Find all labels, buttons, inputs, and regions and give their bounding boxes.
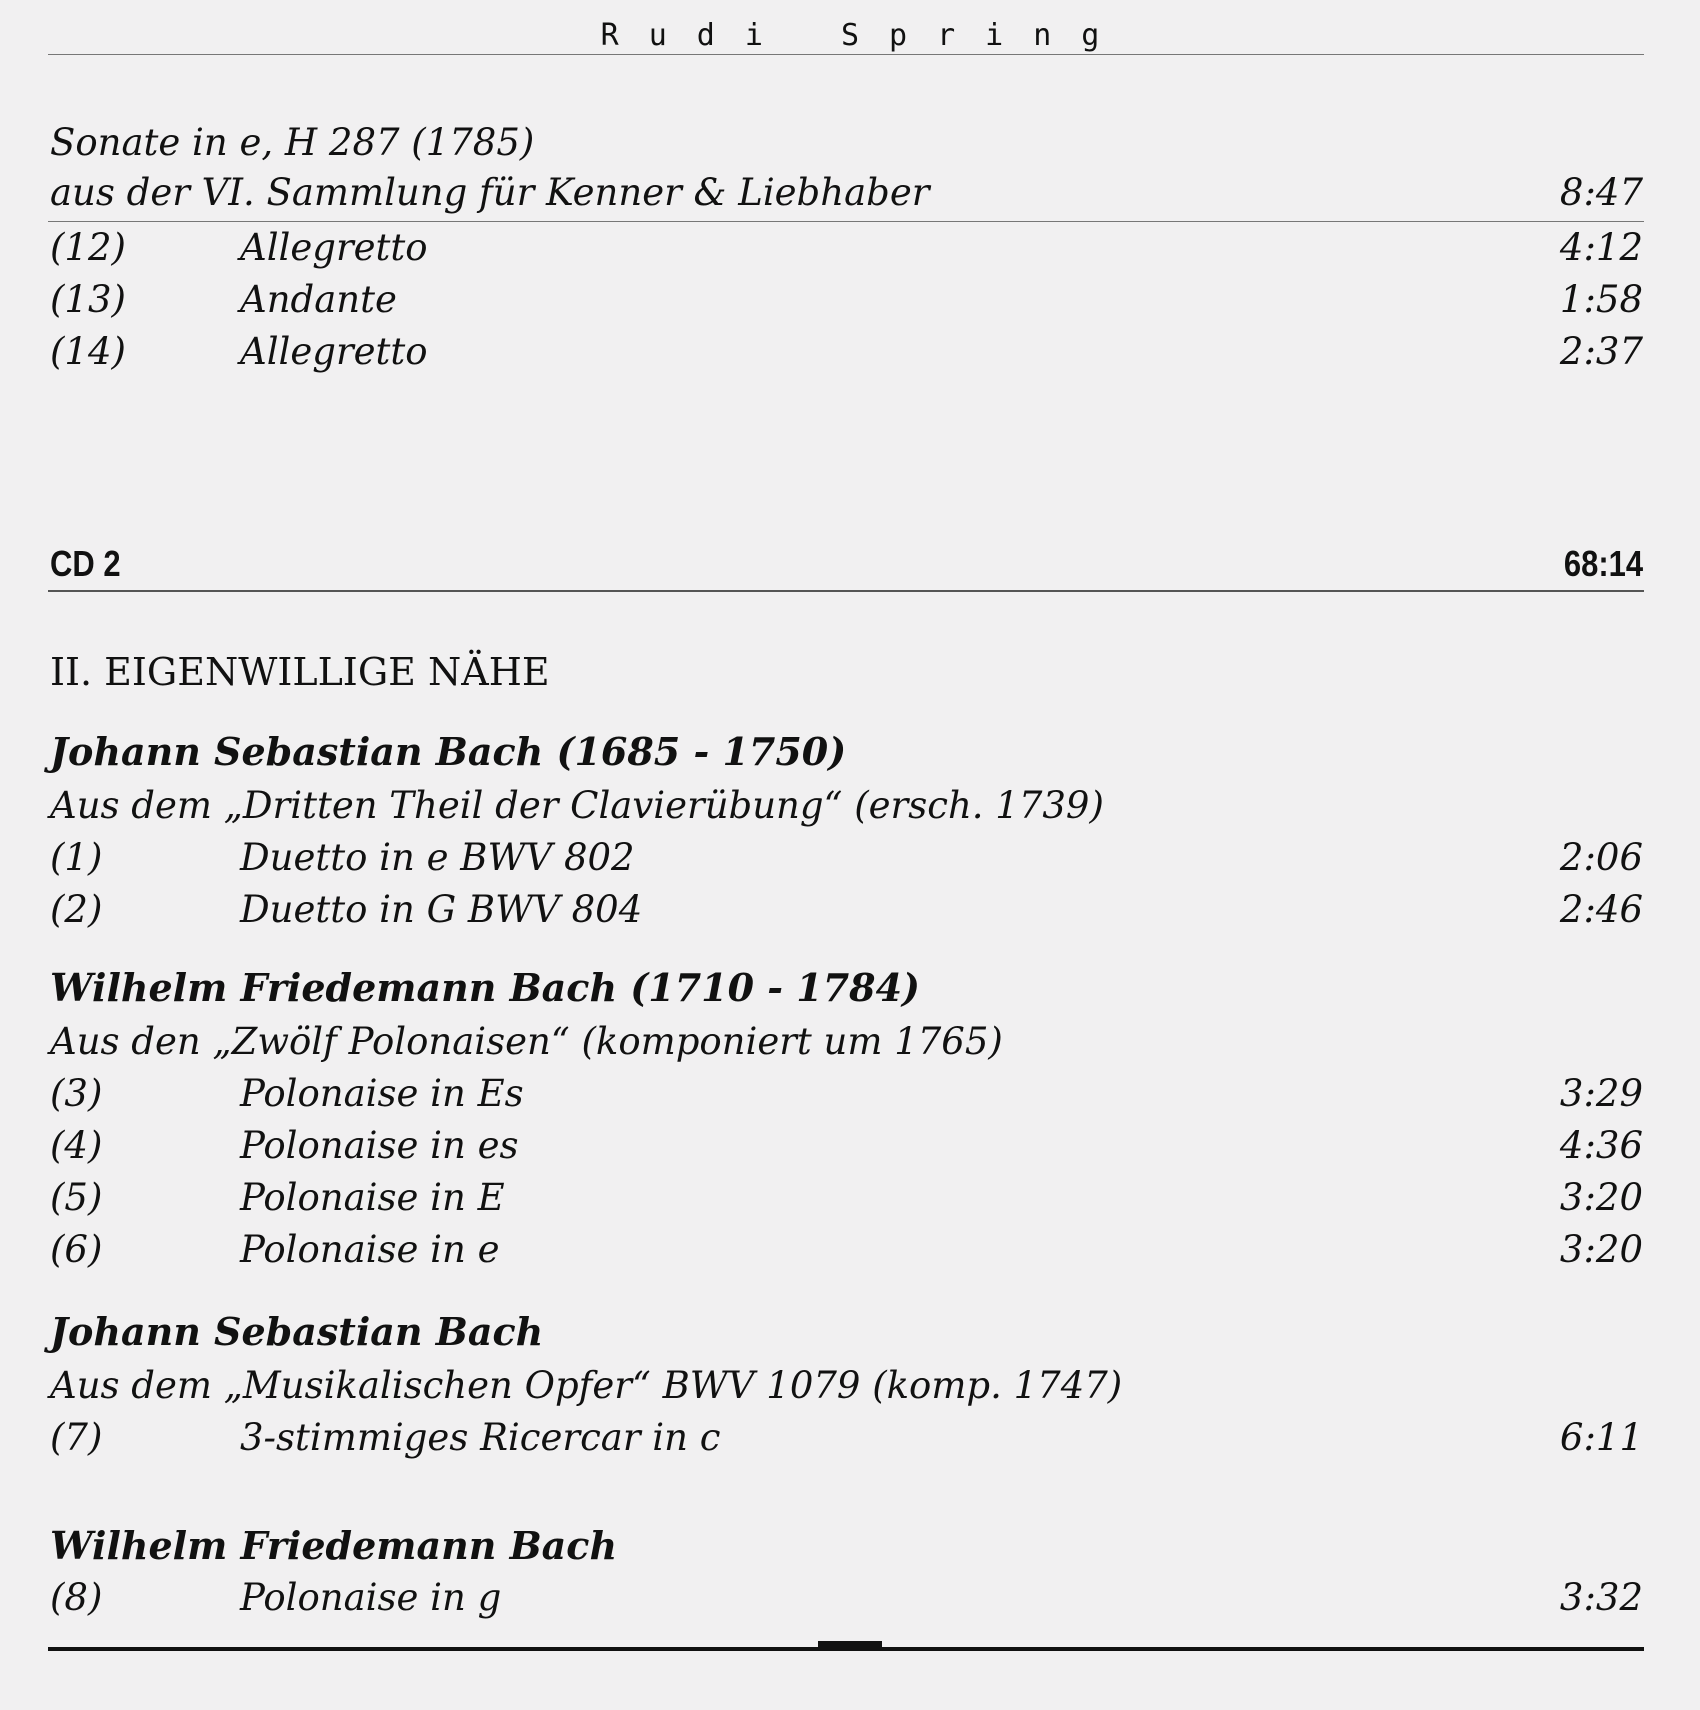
composer-heading: Wilhelm Friedemann Bach [50, 1523, 618, 1568]
track-title: Polonaise in g [240, 1576, 502, 1619]
work-source: Aus dem „Dritten Theil der Clavierübung“ (ersch. 1739) [50, 784, 1104, 827]
running-header: Rudi Spring [600, 18, 1130, 53]
track-row [50, 1412, 1643, 1464]
track-title: Polonaise in es [240, 1124, 519, 1167]
track-number: (6) [50, 1228, 103, 1271]
work-source: Aus den „Zwölf Polonaisen“ (komponiert um 1765) [50, 1020, 1003, 1063]
header-rule [48, 54, 1644, 55]
track-duration: 4:12 [1559, 226, 1643, 269]
track-row [50, 1120, 1643, 1172]
track-number: (13) [50, 278, 126, 321]
track-number: (4) [50, 1124, 103, 1167]
footer-rule [48, 1647, 1644, 1651]
track-row [50, 1224, 1643, 1276]
track-number: (1) [50, 836, 103, 879]
track-title: Polonaise in e [240, 1228, 500, 1271]
track-row [50, 274, 1643, 326]
track-duration: 2:06 [1559, 836, 1643, 879]
work-source: aus der VI. Sammlung für Kenner & Liebhaber [50, 171, 930, 214]
work-source-row [50, 1016, 1643, 1068]
work-source-row [50, 167, 1643, 219]
section-title: II. EIGENWILLIGE NÄHE [50, 650, 550, 694]
track-duration: 3:20 [1559, 1176, 1643, 1219]
track-title: Duetto in e BWV 802 [240, 836, 635, 879]
track-number: (3) [50, 1072, 103, 1115]
work-source: Aus dem „Musikalischen Opfer“ BWV 1079 (komp. 1747) [50, 1364, 1123, 1407]
track-number: (12) [50, 226, 126, 269]
composer-heading: Wilhelm Friedemann Bach (1710 - 1784) [50, 965, 921, 1010]
track-row [50, 1572, 1643, 1624]
track-number: (7) [50, 1416, 103, 1459]
work-title: Sonate in e, H 287 (1785) [50, 121, 535, 164]
track-title: Polonaise in E [240, 1176, 505, 1219]
track-row [50, 1172, 1643, 1224]
track-duration: 2:37 [1559, 330, 1643, 373]
cd-total-duration: 68:14 [1563, 543, 1643, 584]
track-duration: 3:20 [1559, 1228, 1643, 1271]
cd-label: CD 2 [50, 543, 121, 584]
track-title: Polonaise in Es [240, 1072, 524, 1115]
track-title: 3-stimmiges Ricercar in c [240, 1416, 721, 1459]
track-duration: 6:11 [1559, 1416, 1643, 1459]
composer-heading: Johann Sebastian Bach (1685 - 1750) [50, 729, 847, 774]
track-number: (5) [50, 1176, 103, 1219]
track-number: (2) [50, 888, 103, 931]
track-row [50, 326, 1643, 378]
work-source-row [50, 1360, 1643, 1412]
cd-header-row [50, 538, 1643, 590]
track-title: Allegretto [240, 330, 428, 373]
track-duration: 1:58 [1559, 278, 1643, 321]
track-row [50, 884, 1643, 936]
composer-heading: Johann Sebastian Bach [50, 1309, 544, 1354]
track-duration: 3:29 [1559, 1072, 1643, 1115]
track-duration: 4:36 [1559, 1124, 1643, 1167]
track-duration: 2:46 [1559, 888, 1643, 931]
track-row [50, 222, 1643, 274]
track-row [50, 832, 1643, 884]
cd-rule [48, 590, 1644, 592]
track-number: (14) [50, 330, 126, 373]
work-total-duration: 8:47 [1559, 171, 1643, 214]
track-title: Duetto in G BWV 804 [240, 888, 643, 931]
track-title: Allegretto [240, 226, 428, 269]
work-source-row [50, 780, 1643, 832]
track-duration: 3:32 [1559, 1576, 1643, 1619]
track-number: (8) [50, 1576, 103, 1619]
track-row [50, 1068, 1643, 1120]
section-title-row [50, 646, 1643, 698]
track-title: Andante [240, 278, 397, 321]
